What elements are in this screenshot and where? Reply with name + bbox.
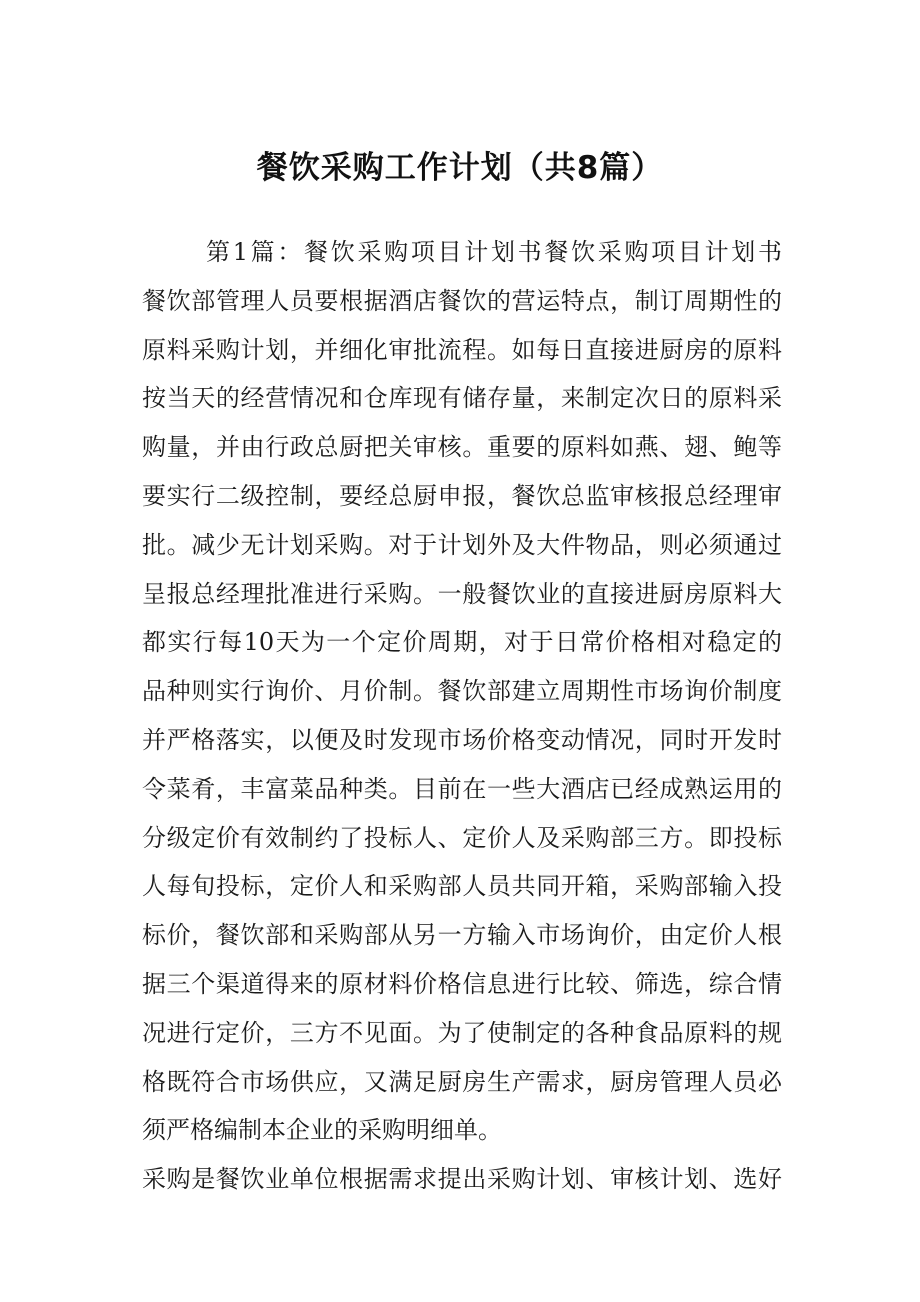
text-line: 批。减少无计划采购。对于计划外及大件物品，则必须通过 [142, 530, 782, 559]
text-line: 格既符合市场供应，又满足厨房生产需求，厨房管理人员必 [142, 1067, 782, 1096]
text-line: 采购是餐饮业单位根据需求提出采购计划、审核计划、选好 [142, 1165, 782, 1194]
document-title: 餐饮采购工作计划（共8篇） [256, 150, 664, 186]
text-line: 呈报总经理批准进行采购。一般餐饮业的直接进厨房原料大 [142, 579, 782, 608]
text-line: 原料采购计划，并细化审批流程。如每日直接进厨房的原料 [142, 335, 782, 364]
text-line: 按当天的经营情况和仓库现有储存量，来制定次日的原料采 [142, 384, 782, 413]
text-line: 标价，餐饮部和采购部从另一方输入市场询价，由定价人根 [142, 921, 782, 950]
text-line: 餐饮部管理人员要根据酒店餐饮的营运特点，制订周期性的 [142, 286, 782, 315]
text-line: 品种则实行询价、月价制。餐饮部建立周期性市场询价制度 [142, 677, 782, 706]
text-line: 令菜肴，丰富菜品种类。目前在一些大酒店已经成熟运用的 [142, 774, 782, 803]
text-line: 分级定价有效制约了投标人、定价人及采购部三方。即投标 [142, 823, 782, 852]
text-line: 据三个渠道得来的原材料价格信息进行比较、筛选，综合情 [142, 969, 782, 998]
text-line: 购量，并由行政总厨把关审核。重要的原料如燕、翅、鲍等 [142, 433, 782, 462]
text-line: 并严格落实，以便及时发现市场价格变动情况，同时开发时 [142, 725, 782, 754]
text-line: 要实行二级控制，要经总厨申报，餐饮总监审核报总经理审 [142, 481, 782, 510]
text-line: 人每旬投标，定价人和采购部人员共同开箱，采购部输入投 [142, 872, 782, 901]
text-line: 况进行定价，三方不见面。为了使制定的各种食品原料的规 [142, 1018, 782, 1047]
paragraph-end-line: 须严格编制本企业的采购明细单。 [142, 1116, 502, 1145]
text-line: 都实行每10天为一个定价周期，对于日常价格相对稳定的 [142, 628, 782, 657]
paragraph-heading-line: 第1篇：餐饮采购项目计划书餐饮采购项目计划书 [206, 238, 782, 266]
document-body [142, 228, 782, 1204]
